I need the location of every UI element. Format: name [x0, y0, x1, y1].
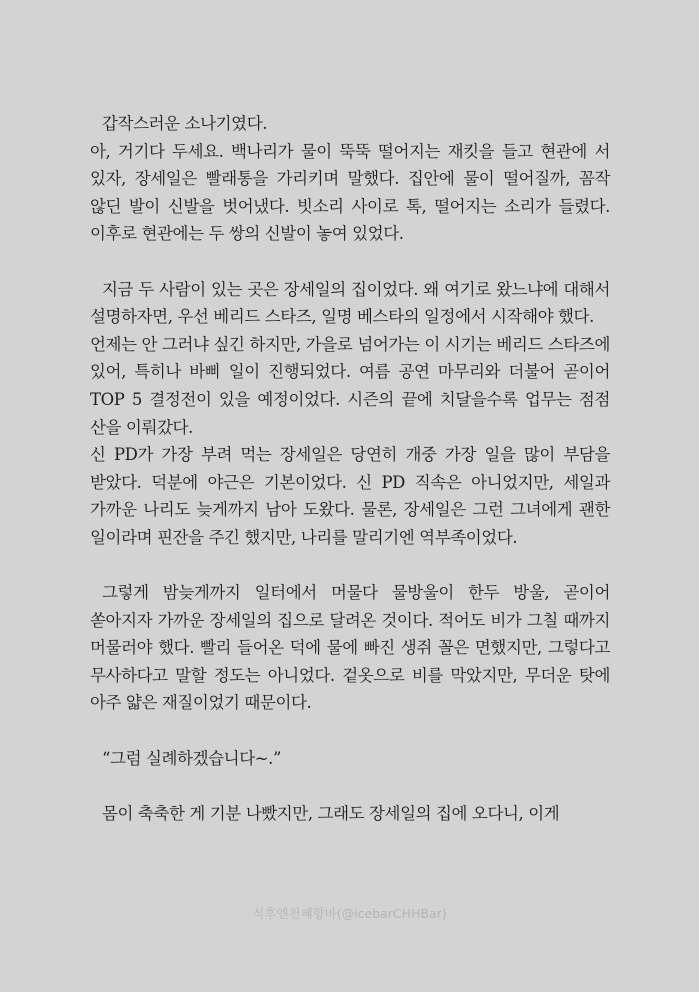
paragraph: “그럼 실례하겠습니다~.” [102, 748, 282, 768]
author-credit: 식후엔천혜향바(@icebarCHHBar) [252, 906, 447, 921]
paragraph-gap [90, 248, 610, 276]
paragraph: 신 PD가 가장 부려 먹는 장세일은 당연히 개중 가장 일을 많이 부담을 받았다. 덕분에 야근은 기본이었다. 신 PD 직속은 아니었지만, 세일과 가까운 나리도 늦게까지 남아 도왔다. 물론, 장세일은 그런 그녀에게 괜한 일이라며 핀잔을 주긴 했지만, 나리를 말리기엔 역부족이었다. [90, 445, 610, 547]
document-body [90, 110, 610, 827]
paragraph: 몸이 축축한 게 기분 나빴지만, 그래도 장세일의 집에 오다니, 이게 [102, 803, 560, 823]
paragraph-gap [90, 717, 610, 745]
paragraph: 지금 두 사람이 있는 곳은 장세일의 집이었다. 왜 여기로 왔느냐에 대해서 설명하자면, 우선 베리드 스타즈, 일명 베스타의 일정에서 시작해야 했다. [90, 279, 610, 327]
paragraph: 아, 거기다 두세요. 백나리가 물이 뚝뚝 떨어지는 재킷을 들고 현관에 서 있자, 장세일은 빨래통을 가리키며 말했다. 집안에 물이 떨어질까, 꼼작 않딘 발이 신발을 벗어냈다. 빗소리 사이로 톡, 떨어지는 소리가 들렸다. 이후로 현관에는 두 쌍의 신발이 놓여 있었다. [90, 141, 610, 244]
paragraph-gap [90, 552, 610, 580]
paragraph: 언제는 안 그러냐 싶긴 하지만, 가을로 넘어가는 이 시기는 베리드 스타즈에 있어, 특히나 바삐 일이 진행되었다. 여름 공연 마무리와 더불어 곧이어 TOP 5 결정전이 있을 예정이었다. 시즌의 끝에 치달을수록 업무는 점점 산을 이뤄갔다. [90, 334, 610, 437]
paragraph: 갑작스러운 소나기였다. [102, 114, 268, 133]
paragraph-gap [90, 772, 610, 800]
paragraph: 그렇게 밤늦게까지 일터에서 머물다 물방울이 한두 방울, 곧이어 쏟아지자 가까운 장세일의 집으로 달려온 것이다. 적어도 비가 그칠 때까지 머물러야 했다. 빨리 들어온 덕에 물에 빠진 생쥐 꼴은 면했지만, 그렇다고 무사하다고 말할 정도는 아니었다. 겉옷으로 비를 막았지만, 무더운 탓에 아주 얇은 재질이었기 때문이다. [90, 583, 610, 713]
